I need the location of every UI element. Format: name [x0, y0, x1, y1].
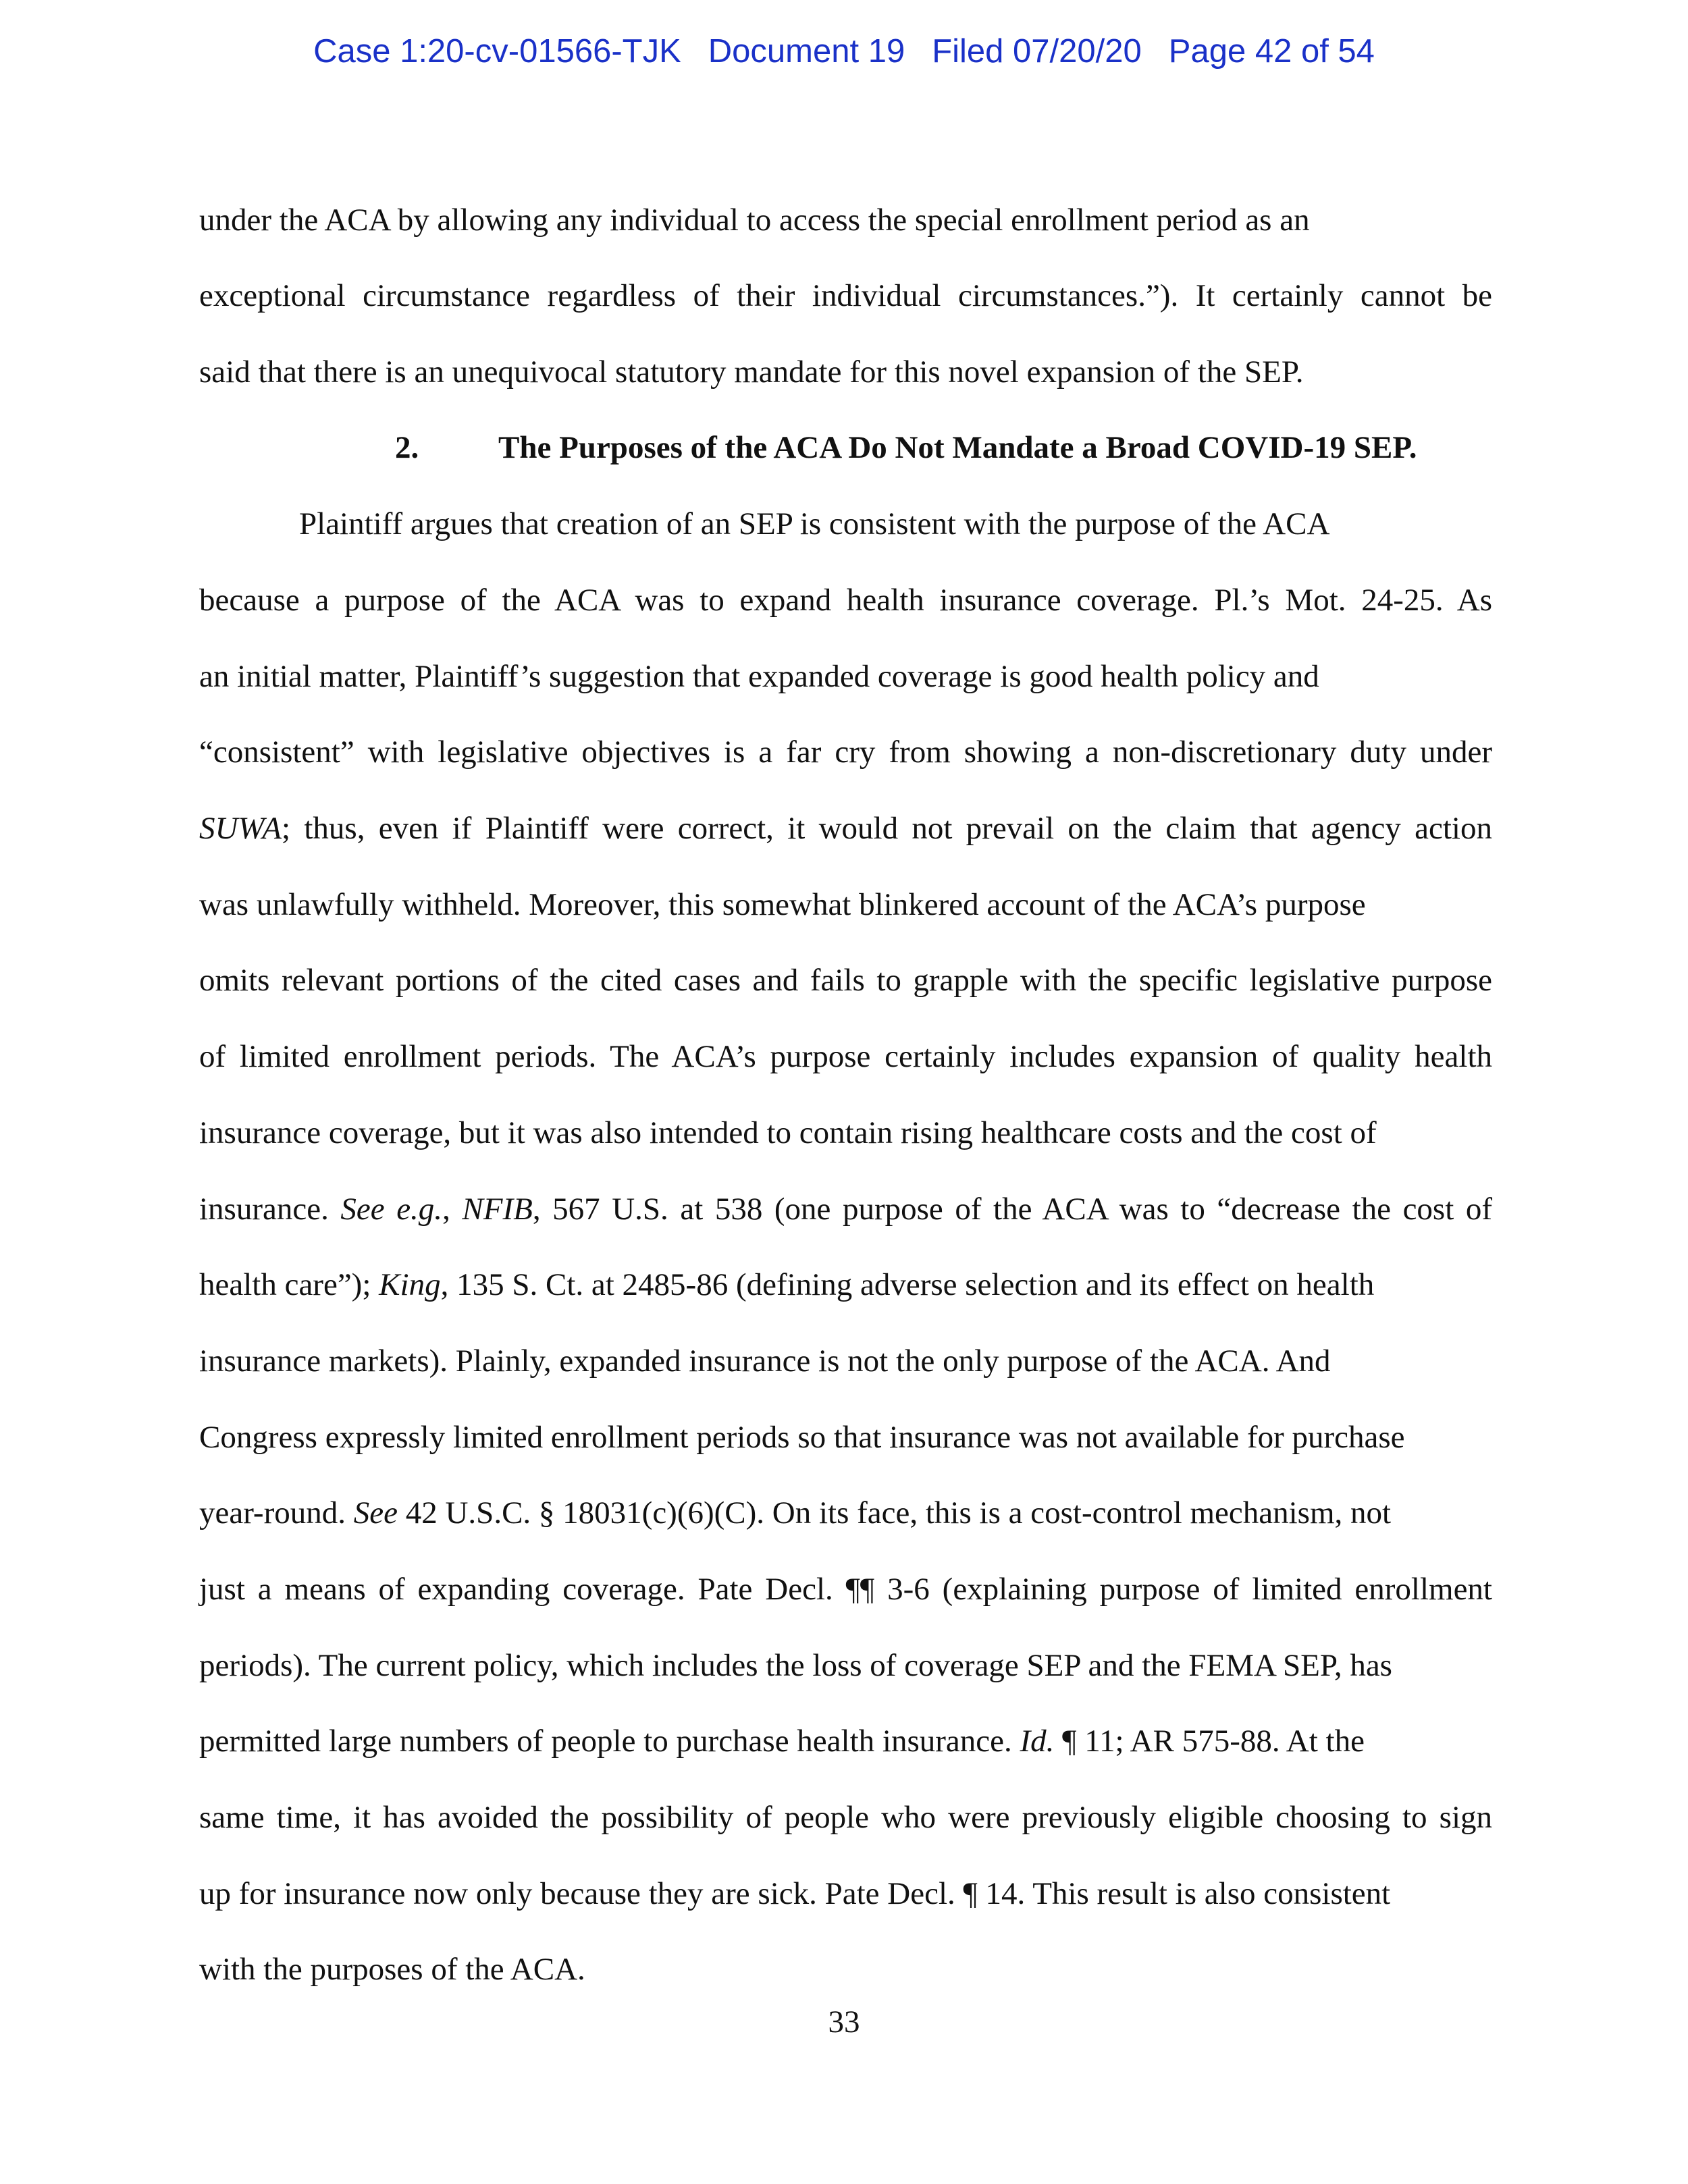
text-line: under the ACA by allowing any individual to access the special enrollment period as an	[199, 203, 1310, 238]
text-line: same time, it has avoided the possibility of people who were previously eligible choosing to sign	[199, 1800, 1492, 1835]
case-header	[0, 32, 1688, 70]
text-line	[199, 810, 1492, 847]
text-line: up for insurance now only because they are sick. Pate Decl. ¶ 14. This result is also consistent	[199, 1876, 1391, 1911]
text-span: 42 U.S.C. § 18031(c)(6)(C). On its face, this is a cost-control mechanism, not	[397, 1495, 1392, 1530]
text-line	[199, 1723, 1365, 1759]
signal-phrase: See e.g.	[340, 1192, 443, 1227]
page-number: 33	[828, 2004, 860, 2040]
signal-phrase: See	[353, 1495, 398, 1530]
text-span: ¶ 11; AR 575-88. At the	[1054, 1724, 1365, 1759]
text-line	[199, 1495, 1391, 1531]
text-line: Congress expressly limited enrollment periods so that insurance was not available for purchase	[199, 1420, 1405, 1455]
text-line: insurance coverage, but it was also intended to contain rising healthcare costs and the cost of	[199, 1115, 1377, 1150]
text-span: year-round.	[199, 1495, 354, 1530]
text-span: , 567 U.S. at 538 (one purpose of the ACA was to “decrease the cost of	[532, 1192, 1492, 1227]
text-span: ; thus, even if Plaintiff were correct, it would not prevail on the claim that agency action	[282, 811, 1492, 846]
text-line: said that there is an unequivocal statutory mandate for this novel expansion of the SEP.	[199, 354, 1304, 390]
text-line: because a purpose of the ACA was to expand health insurance coverage. Pl.’s Mot. 24-25. As	[199, 583, 1492, 618]
text-line	[199, 1267, 1374, 1303]
filed-date: Filed 07/20/20	[932, 33, 1142, 70]
case-name: SUWA	[199, 811, 282, 846]
case-name: NFIB	[462, 1192, 533, 1227]
text-span: , 135 S. Ct. at 2485-86 (defining adverse selection and its effect on health	[440, 1267, 1375, 1302]
text-line: just a means of expanding coverage. Pate Decl. ¶¶ 3-6 (explaining purpose of limited enrollment	[199, 1572, 1492, 1607]
text-line: “consistent” with legislative objectives is a far cry from showing a non-discretionary duty under	[199, 735, 1492, 770]
case-number: Case 1:20-cv-01566-TJK	[313, 33, 681, 70]
text-line: insurance markets). Plainly, expanded insurance is not the only purpose of the ACA. And	[199, 1343, 1331, 1379]
text-line: an initial matter, Plaintiff’s suggestion that expanded coverage is good health policy and	[199, 659, 1319, 694]
signal-phrase: Id.	[1020, 1724, 1055, 1759]
text-line: with the purposes of the ACA.	[199, 1952, 585, 1987]
text-line: periods). The current policy, which includes the loss of coverage SEP and the FEMA SEP, has	[199, 1648, 1392, 1683]
text-line: was unlawfully withheld. Moreover, this somewhat blinkered account of the ACA’s purpose	[199, 887, 1366, 922]
section-number: 2.	[395, 430, 419, 465]
text-span: insurance.	[199, 1192, 341, 1227]
text-span: health care”);	[199, 1267, 379, 1302]
text-line: exceptional circumstance regardless of their individual circumstances.”). It certainly cannot be	[199, 278, 1492, 313]
text-line: Plaintiff argues that creation of an SEP is consistent with the purpose of the ACA	[299, 506, 1330, 541]
section-title: The Purposes of the ACA Do Not Mandate a Broad COVID-19 SEP.	[498, 430, 1417, 465]
text-line	[199, 1191, 1492, 1227]
page-count: Page 42 of 54	[1168, 33, 1375, 70]
text-line: omits relevant portions of the cited cases and fails to grapple with the specific legislative purpose	[199, 963, 1492, 998]
text-line: of limited enrollment periods. The ACA’s purpose certainly includes expansion of quality health	[199, 1039, 1492, 1074]
text-span: permitted large numbers of people to purchase health insurance.	[199, 1724, 1020, 1759]
case-name: King	[379, 1267, 441, 1302]
document-number: Document 19	[708, 33, 905, 70]
text-span: ,	[442, 1192, 463, 1227]
